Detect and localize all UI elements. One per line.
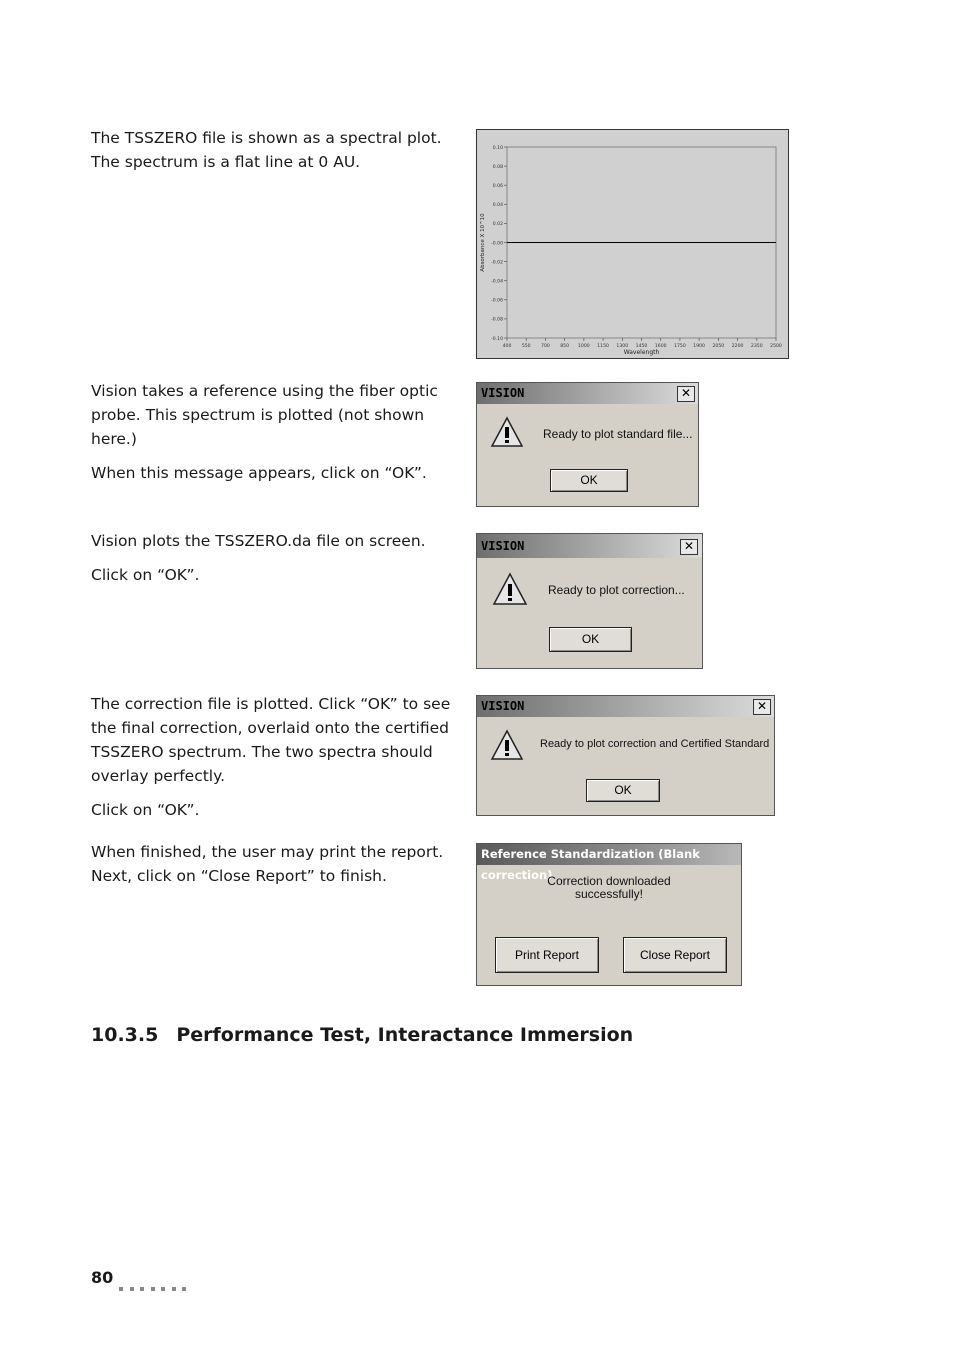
vision-dialog-correction <box>476 533 703 669</box>
section-spectral-plot-text <box>91 126 463 184</box>
x-tick-label: 1300 <box>616 344 629 349</box>
dialog-message: Ready to plot correction... <box>548 583 685 597</box>
x-tick-label: 850 <box>560 344 570 349</box>
reference-standardization-dialog <box>476 843 742 986</box>
spectral-plot-svg <box>477 130 788 358</box>
warning-icon <box>492 572 528 606</box>
section-heading <box>91 1024 633 1046</box>
section-title: Performance Test, Interactance Immersion <box>176 1024 634 1046</box>
y-tick-label: -0.04 <box>491 279 503 285</box>
x-tick-label: 1750 <box>674 344 686 349</box>
y-tick-label: 0.08 <box>492 164 503 170</box>
paragraph: Click on “OK”. <box>91 801 200 819</box>
y-tick-label: -0.06 <box>491 298 503 304</box>
x-tick-label: 1900 <box>693 344 705 349</box>
close-icon[interactable]: ✕ <box>753 699 771 715</box>
dialog-title: VISION <box>477 696 774 717</box>
paragraph: When this message appears, click on “OK”. <box>91 464 427 482</box>
page-number: 80 <box>91 1268 114 1287</box>
message-line: Correction downloaded <box>547 874 671 888</box>
paragraph: Vision plots the TSSZERO.da file on screen. <box>91 532 426 550</box>
paragraph: The correction file is plotted. Click “OK” to see the final correction, overlaid onto the certified TSSZERO spectrum. The two spectra should overlay perfectly. <box>91 695 451 785</box>
y-tick-label: 0.02 <box>492 222 503 228</box>
ok-button[interactable]: OK <box>586 779 660 802</box>
y-axis-label: Absorbance X 10^10 <box>480 213 486 272</box>
close-icon[interactable]: ✕ <box>677 386 695 402</box>
paragraph: Vision takes a reference using the fiber optic probe. This spectrum is plotted (not shown here.) <box>91 382 438 448</box>
x-tick-label: 400 <box>502 344 512 349</box>
section-reference-text <box>91 379 463 495</box>
paragraph: The TSSZERO file is shown as a spectral plot. The spectrum is a flat line at 0 AU. <box>91 129 442 171</box>
section-tsszero-text <box>91 529 463 597</box>
vision-dialog-certified <box>476 695 775 816</box>
message-line: successfully! <box>574 887 644 901</box>
ok-button[interactable]: OK <box>549 627 632 652</box>
y-tick-label: 0.10 <box>492 145 503 151</box>
spectral-plot <box>476 129 789 359</box>
close-icon[interactable]: ✕ <box>680 539 698 555</box>
y-tick-label: -0.00 <box>491 241 503 247</box>
dialog-title: VISION <box>477 383 698 404</box>
vision-dialog-standard <box>476 382 699 507</box>
paragraph: When finished, the user may print the report. Next, click on “Close Report” to finish. <box>91 843 444 885</box>
warning-icon <box>490 729 524 761</box>
y-tick-label: -0.10 <box>491 336 503 342</box>
section-report-text <box>91 840 463 898</box>
dialog-message: Ready to plot standard file... <box>543 427 693 441</box>
print-report-button[interactable]: Print Report <box>495 937 599 973</box>
y-tick-label: 0.06 <box>492 184 503 189</box>
warning-icon <box>490 416 524 448</box>
y-tick-label: -0.08 <box>491 317 503 323</box>
close-report-button[interactable]: Close Report <box>623 937 727 973</box>
x-tick-label: 550 <box>521 344 531 349</box>
x-tick-label: 2050 <box>712 344 725 349</box>
x-tick-label: 2500 <box>770 344 782 349</box>
x-tick-label: 1600 <box>654 344 667 349</box>
footer-dots <box>119 1276 193 1295</box>
y-tick-label: -0.02 <box>491 260 503 266</box>
section-number: 10.3.5 <box>91 1024 159 1046</box>
x-tick-label: 2200 <box>731 344 744 349</box>
dialog-message: Ready to plot correction and Certified Standard <box>540 738 770 750</box>
x-tick-label: 1000 <box>578 344 590 349</box>
x-tick-label: 700 <box>541 344 550 349</box>
x-tick-label: 1150 <box>597 344 609 349</box>
paragraph: Click on “OK”. <box>91 566 200 584</box>
dialog-title: VISION <box>477 534 702 558</box>
y-tick-label: 0.04 <box>492 203 503 209</box>
x-tick-label: 1450 <box>635 344 648 349</box>
dialog-message <box>477 875 741 901</box>
x-axis-label: Wavelength <box>623 349 660 356</box>
ok-button[interactable]: OK <box>550 469 628 492</box>
dialog-title: Reference Standardization (Blank correction) <box>477 844 741 865</box>
x-tick-label: 2350 <box>750 344 763 349</box>
section-correction-text <box>91 692 463 832</box>
